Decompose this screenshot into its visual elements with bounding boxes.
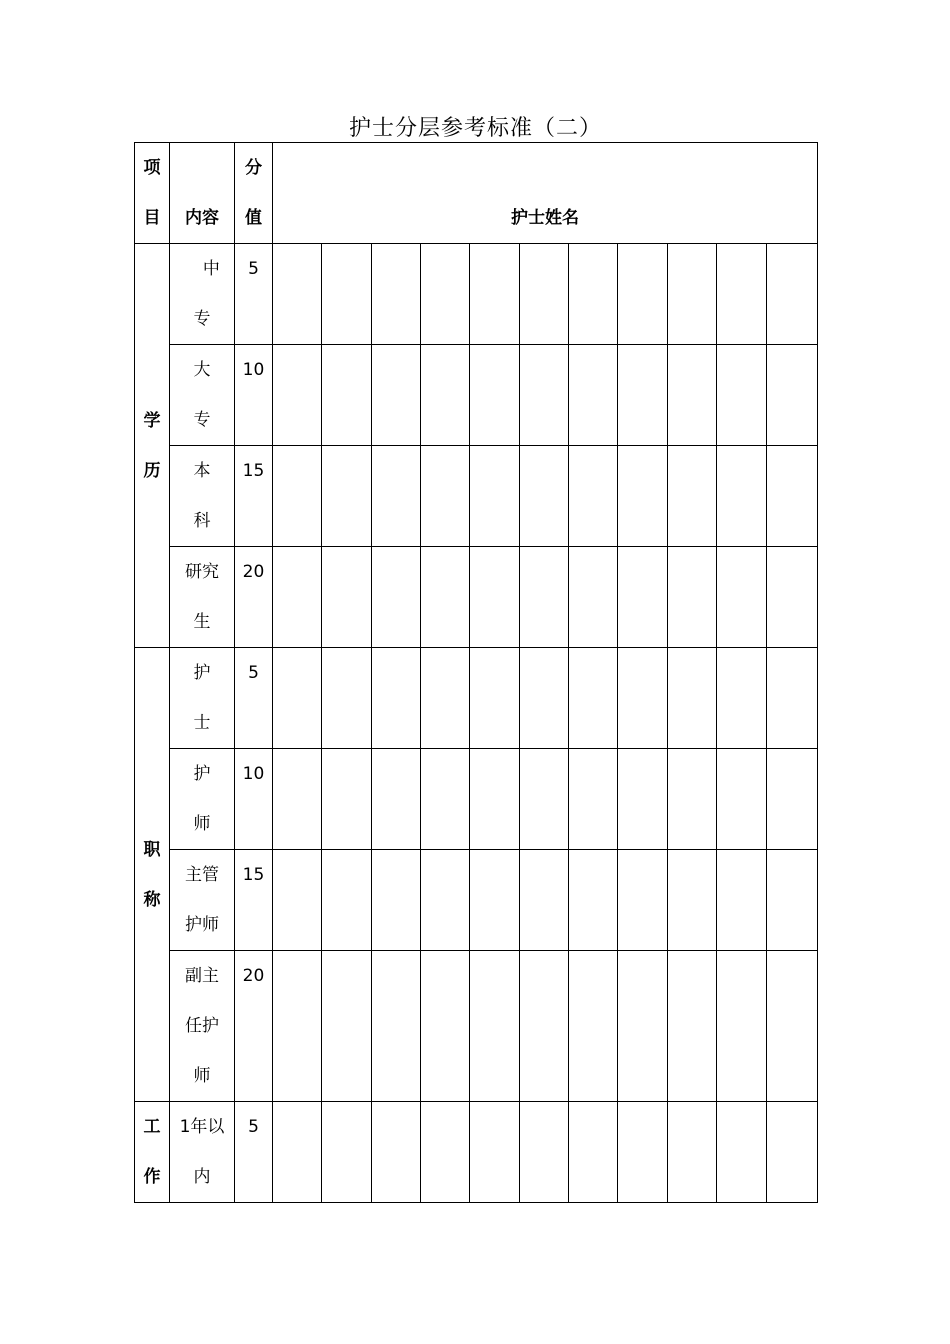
row-content: 1年以内	[170, 1102, 235, 1203]
name-cell[interactable]	[717, 648, 767, 749]
name-cell[interactable]	[322, 951, 372, 1102]
name-cell[interactable]	[520, 345, 569, 446]
table-row	[135, 648, 818, 749]
row-score: 5	[235, 648, 273, 749]
name-cell[interactable]	[717, 446, 767, 547]
document-title: 护士分层参考标准（二）	[348, 116, 602, 141]
name-cell[interactable]	[569, 547, 618, 648]
name-cell[interactable]	[421, 345, 470, 446]
row-content: 大专	[170, 345, 235, 446]
category-education: 学历	[135, 244, 170, 648]
name-cell[interactable]	[322, 345, 372, 446]
name-cell[interactable]	[618, 345, 668, 446]
nurse-level-table	[134, 142, 818, 1203]
header-content: 内容	[170, 143, 235, 244]
name-cell[interactable]	[767, 547, 818, 648]
table-row	[135, 244, 818, 345]
name-cell[interactable]	[372, 648, 421, 749]
name-cell[interactable]	[273, 1102, 322, 1203]
name-cell[interactable]	[273, 446, 322, 547]
name-cell[interactable]	[668, 648, 717, 749]
row-score: 10	[235, 749, 273, 850]
name-cell[interactable]	[372, 547, 421, 648]
name-cell[interactable]	[273, 547, 322, 648]
name-cell[interactable]	[322, 648, 372, 749]
row-score: 15	[235, 850, 273, 951]
name-cell[interactable]	[717, 850, 767, 951]
name-cell[interactable]	[618, 446, 668, 547]
name-cell[interactable]	[421, 850, 470, 951]
name-cell[interactable]	[470, 345, 520, 446]
name-cell[interactable]	[767, 1102, 818, 1203]
name-cell[interactable]	[372, 951, 421, 1102]
name-cell[interactable]	[372, 850, 421, 951]
name-cell[interactable]	[618, 850, 668, 951]
name-cell[interactable]	[618, 1102, 668, 1203]
name-cell[interactable]	[520, 749, 569, 850]
row-content: 研究生	[170, 547, 235, 648]
name-cell[interactable]	[470, 648, 520, 749]
row-score: 5	[235, 1102, 273, 1203]
row-content: 护士	[170, 648, 235, 749]
name-cell[interactable]	[668, 850, 717, 951]
name-cell[interactable]	[520, 951, 569, 1102]
row-content: 本科	[170, 446, 235, 547]
name-cell[interactable]	[767, 749, 818, 850]
name-cell[interactable]	[717, 244, 767, 345]
name-cell[interactable]	[470, 850, 520, 951]
name-cell[interactable]	[717, 1102, 767, 1203]
table-row	[135, 547, 818, 648]
name-cell[interactable]	[421, 749, 470, 850]
name-cell[interactable]	[717, 749, 767, 850]
name-cell[interactable]	[618, 648, 668, 749]
name-cell[interactable]	[372, 446, 421, 547]
row-content: 中专	[170, 244, 235, 345]
name-cell[interactable]	[421, 951, 470, 1102]
category-title: 职称	[135, 648, 170, 1102]
name-cell[interactable]	[520, 547, 569, 648]
name-cell[interactable]	[421, 244, 470, 345]
name-cell[interactable]	[470, 951, 520, 1102]
table-row	[135, 1102, 818, 1203]
name-cell[interactable]	[618, 749, 668, 850]
name-cell[interactable]	[421, 446, 470, 547]
row-score: 5	[235, 244, 273, 345]
name-cell[interactable]	[668, 446, 717, 547]
name-cell[interactable]	[273, 951, 322, 1102]
name-cell[interactable]	[520, 850, 569, 951]
name-cell[interactable]	[767, 244, 818, 345]
name-cell[interactable]	[273, 648, 322, 749]
row-content: 副主任护师	[170, 951, 235, 1102]
header-score: 分值	[235, 143, 273, 244]
name-cell[interactable]	[273, 749, 322, 850]
name-cell[interactable]	[520, 244, 569, 345]
name-cell[interactable]	[372, 345, 421, 446]
name-cell[interactable]	[520, 1102, 569, 1203]
name-cell[interactable]	[470, 1102, 520, 1203]
name-cell[interactable]	[421, 547, 470, 648]
row-score: 20	[235, 951, 273, 1102]
name-cell[interactable]	[569, 1102, 618, 1203]
name-cell[interactable]	[470, 749, 520, 850]
name-cell[interactable]	[322, 244, 372, 345]
name-cell[interactable]	[767, 951, 818, 1102]
name-cell[interactable]	[767, 850, 818, 951]
name-cell[interactable]	[273, 850, 322, 951]
name-cell[interactable]	[569, 951, 618, 1102]
table-row	[135, 850, 818, 951]
header-nurse-names: 护士姓名	[273, 143, 818, 244]
name-cell[interactable]	[668, 244, 717, 345]
name-cell[interactable]	[569, 345, 618, 446]
name-cell[interactable]	[668, 1102, 717, 1203]
name-cell[interactable]	[569, 749, 618, 850]
table-row	[135, 749, 818, 850]
name-cell[interactable]	[618, 951, 668, 1102]
name-cell[interactable]	[668, 749, 717, 850]
name-cell[interactable]	[717, 547, 767, 648]
name-cell[interactable]	[372, 749, 421, 850]
name-cell[interactable]	[717, 951, 767, 1102]
name-cell[interactable]	[322, 749, 372, 850]
name-cell[interactable]	[569, 446, 618, 547]
table-row	[135, 345, 818, 446]
name-cell[interactable]	[520, 648, 569, 749]
table-row	[135, 446, 818, 547]
name-cell[interactable]	[273, 345, 322, 446]
name-cell[interactable]	[767, 446, 818, 547]
name-cell[interactable]	[273, 244, 322, 345]
table-header-row	[135, 143, 818, 244]
name-cell[interactable]	[717, 345, 767, 446]
name-cell[interactable]	[618, 547, 668, 648]
name-cell[interactable]	[372, 1102, 421, 1203]
row-content: 主管护师	[170, 850, 235, 951]
row-score: 20	[235, 547, 273, 648]
name-cell[interactable]	[322, 547, 372, 648]
name-cell[interactable]	[421, 648, 470, 749]
name-cell[interactable]	[668, 345, 717, 446]
name-cell[interactable]	[569, 244, 618, 345]
name-cell[interactable]	[569, 850, 618, 951]
name-cell[interactable]	[569, 648, 618, 749]
row-score: 15	[235, 446, 273, 547]
table-row	[135, 951, 818, 1102]
name-cell[interactable]	[421, 1102, 470, 1203]
name-cell[interactable]	[322, 850, 372, 951]
name-cell[interactable]	[618, 244, 668, 345]
name-cell[interactable]	[668, 951, 717, 1102]
category-work: 工作	[135, 1102, 170, 1203]
name-cell[interactable]	[322, 446, 372, 547]
header-item: 项目	[135, 143, 170, 244]
name-cell[interactable]	[470, 446, 520, 547]
name-cell[interactable]	[470, 244, 520, 345]
row-score: 10	[235, 345, 273, 446]
row-content: 护师	[170, 749, 235, 850]
name-cell[interactable]	[470, 547, 520, 648]
name-cell[interactable]	[767, 345, 818, 446]
name-cell[interactable]	[668, 547, 717, 648]
name-cell[interactable]	[322, 1102, 372, 1203]
name-cell[interactable]	[767, 648, 818, 749]
name-cell[interactable]	[372, 244, 421, 345]
name-cell[interactable]	[520, 446, 569, 547]
